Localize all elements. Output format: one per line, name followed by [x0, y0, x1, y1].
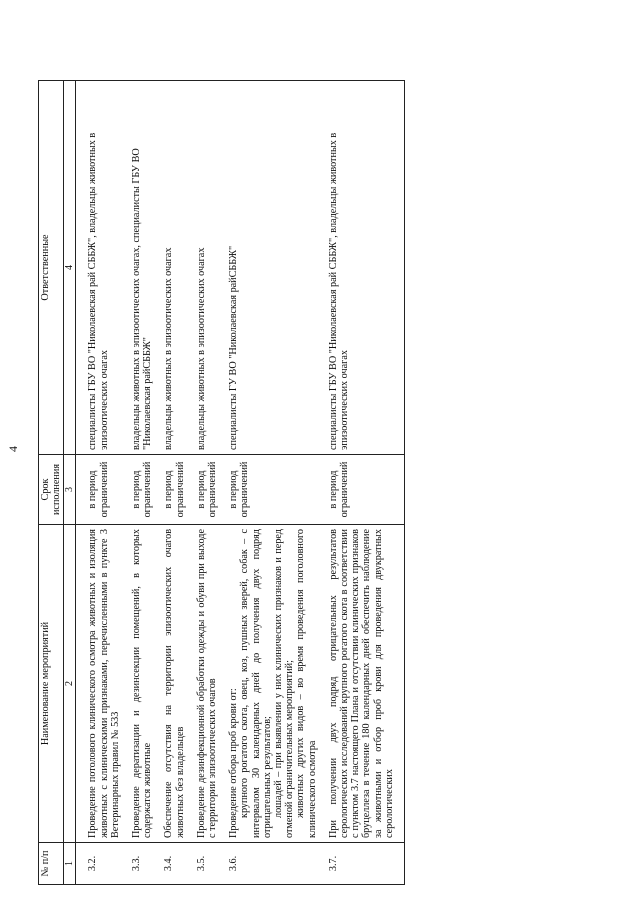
row-measure: Обеспечение отсутствия на территории эпизоотических очагов животных без владельцев [162, 525, 194, 843]
measures-table [38, 80, 405, 885]
row-responsible: владельцы животных в эпизоотических очагах [195, 81, 227, 455]
row-measure: Проведение дезинфекционной обработки одежды и обуви при выходе с территории эпизоотических очагов [195, 525, 227, 843]
row-term: в период ограничений [195, 455, 227, 525]
header-name: Наименование мероприятий [39, 525, 64, 843]
header-term: Срок исполнения [39, 455, 64, 525]
row-responsible: специалисты ГБУ ВО "Николаевская рай СББЖ", владельцы животных в эпизоотических очагах [76, 81, 130, 455]
row-responsible: владельцы животных в эпизоотических очагах, специалисты ГБУ ВО "Николаевская райСББЖ" [130, 81, 162, 455]
row-num: 3.7. [327, 843, 405, 885]
table-row [327, 81, 405, 885]
table-row [130, 81, 162, 885]
row-term: в период ограничений [327, 455, 405, 525]
table-row [195, 81, 227, 885]
row-measure: Проведение потолового клинического осмотра животных и изоляция животных с клиническими признаками, перечисленными в пункте 3 Ветеринарных правил № 533 [76, 525, 130, 843]
row-measure: При получении двух подряд отрицательных результатов серологических исследований крупного рогатого скота в соответствии с пунктом 3.7 настоящего Плана и отсутствии клинических признаков бруцеллеза в течение 180 календарных дней обеспечить наблюдение за животными и отбор проб крови для проведения двукратных серологических [327, 525, 405, 843]
measure-lead: Проведение отбора проб крови от: [228, 688, 240, 838]
column-number-row [64, 81, 76, 885]
row-measure [227, 525, 327, 843]
row-num: 3.4. [162, 843, 194, 885]
row-term: в период ограничений [130, 455, 162, 525]
col-number: 4 [64, 81, 76, 455]
row-term: в период ограничений [76, 455, 130, 525]
row-responsible: специалисты ГБУ ВО "Николаевская рай СББЖ", владельцы животных в эпизоотических очагах [327, 81, 405, 455]
row-num: 3.5. [195, 843, 227, 885]
row-responsible: специалисты ГУ ВО "Николаевская райСББЖ" [227, 81, 327, 455]
col-number: 1 [64, 843, 76, 885]
row-term: в период ограничений [162, 455, 194, 525]
row-num: 3.2. [76, 843, 130, 885]
table-row [162, 81, 194, 885]
row-num: 3.6. [227, 843, 327, 885]
row-num: 3.3. [130, 843, 162, 885]
table-row [76, 81, 130, 885]
col-number: 3 [64, 455, 76, 525]
table-row [227, 81, 327, 885]
row-responsible: владельцы животных в эпизоотических очагах [162, 81, 194, 455]
header-row [39, 81, 64, 885]
page-number: 4 [6, 446, 20, 452]
measure-item: животных других видов – во время проведения поголовного клинического осмотра [295, 529, 318, 838]
col-number: 2 [64, 525, 76, 843]
measure-item: лошадей – при выявлении у них клинических признаков и перед отменой ограничительных мероприятий; [273, 529, 296, 838]
measure-item: крупного рогатого скота, овец, коз, пушных зверей, собак – с интервалом 30 календарных дней до получения двух подряд отрицательных результатов; [239, 529, 273, 838]
header-num: № п/п [39, 843, 64, 885]
row-term: в период ограничений [227, 455, 327, 525]
header-responsible: Ответственные [39, 81, 64, 455]
row-measure: Проведение дератизации и дезинсекции помещений, в которых содержатся животные [130, 525, 162, 843]
